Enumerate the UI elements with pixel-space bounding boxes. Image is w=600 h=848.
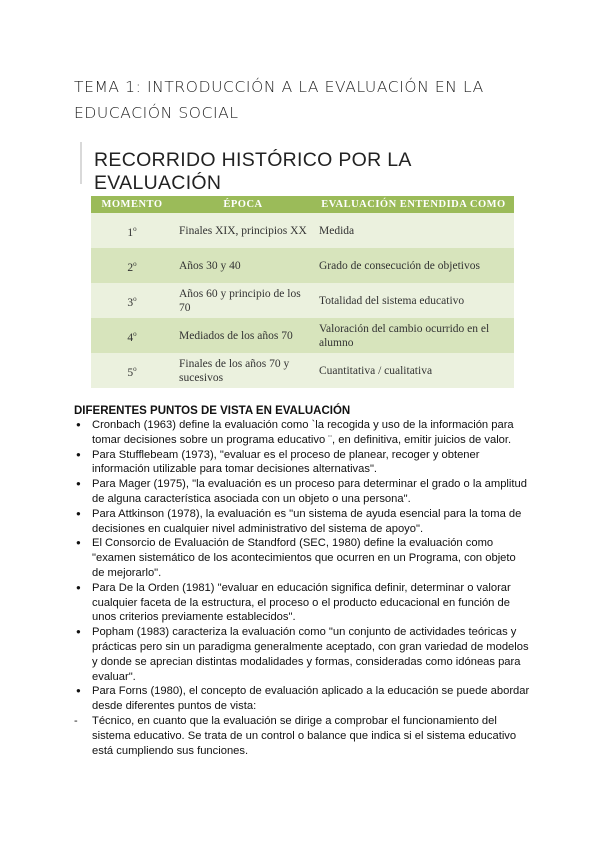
cell-evaluacion: Valoración del cambio ocurrido en el alumno: [313, 318, 514, 353]
bullet-icon: ●: [76, 627, 81, 637]
cell-epoca: Finales XIX, principios XX: [173, 213, 313, 248]
section-title: RECORRIDO HISTÓRICO POR LA EVALUACIÓN: [94, 149, 411, 194]
table-row: [91, 248, 514, 283]
list-subitem: - Técnico, en cuanto que la evaluación se dirige a comprobar el funcionamiento del sistema educativo. Se trata de un control o balance que indica si el sistema educativo está cumpliendo sus funciones.: [74, 714, 517, 757]
cell-momento: 4$^o$: [91, 318, 173, 353]
cell-evaluacion: Cuantitativa / cualitativa: [313, 353, 514, 388]
cell-evaluacion: Medida: [313, 213, 514, 248]
cell-evaluacion: Totalidad del sistema educativo: [313, 283, 514, 318]
col-header-evaluacion: EVALUACIÓN ENTENDIDA COMO: [313, 196, 514, 213]
points-list: [74, 418, 530, 758]
list-item: ● Para De la Orden (1981) "evaluar en educación significa definir, determinar o valorar cualquier faceta de la estructura, el proceso o el producto educacional en función de unos criterios previamente establecidos".: [76, 581, 511, 624]
list-item: ● Para Attkinson (1978), la evaluación es "un sistema de ayuda esencial para la toma de decisiones en cualquier nivel administrativo del sistema de apoyo".: [76, 507, 522, 535]
bullet-icon: ●: [76, 508, 81, 518]
cell-momento: 1$^o$: [91, 213, 173, 248]
points-heading: DIFERENTES PUNTOS DE VISTA EN EVALUACIÓN: [74, 405, 351, 417]
bullet-icon: ●: [76, 582, 81, 592]
list-item: ● El Consorcio de Evaluación de Standford (SEC, 1980) define la evaluación como "examen sistemático de los acontecimientos que ocurren en un Programa, con objeto de mejorarlo".: [76, 537, 516, 579]
bullet-icon: ●: [76, 686, 81, 696]
cell-momento: 2$^o$: [91, 248, 173, 283]
cell-evaluacion: Grado de consecución de objetivos: [313, 248, 514, 283]
bullet-icon: ●: [76, 420, 81, 429]
list-item: ● Para Stufflebeam (1973), "evaluar es el proceso de planear, recoger y obtener información utilizable para tomar decisiones alternativas".: [76, 448, 480, 476]
col-header-momento: MOMENTO: [91, 196, 173, 213]
list-item: ● Para Forns (1980), el concepto de evaluación aplicado a la educación se puede abordar desde diferentes puntos de vista:: [76, 685, 530, 713]
cell-momento: 5$^o$: [91, 353, 173, 388]
table-row: [91, 283, 514, 318]
bullet-icon: ●: [76, 479, 81, 489]
table-row: [91, 318, 514, 353]
bullet-icon: ●: [76, 538, 81, 548]
cell-epoca: Mediados de los años 70: [173, 318, 313, 353]
list-item: ● Cronbach (1963) define la evaluación como `la recogida y uso de la información para tomar decisiones sobre un programa educativo ¨, en definitiva, emitir juicios de valor.: [76, 419, 514, 446]
cell-epoca: Finales de los años 70 y sucesivos: [173, 353, 313, 388]
cell-momento: 3$^o$: [91, 283, 173, 318]
history-table: [91, 196, 514, 388]
table-row: [91, 353, 514, 388]
list-item: ● Para Mager (1975), "la evaluación es un proceso para determinar el grado o la amplitud de alguna característica asociada con un objeto o una persona".: [76, 478, 527, 505]
cell-epoca: Años 60 y principio de los 70: [173, 283, 313, 318]
section-heading: [80, 142, 520, 194]
bullet-icon: ●: [76, 449, 81, 459]
table-row: [91, 213, 514, 248]
col-header-epoca: ÉPOCA: [173, 196, 313, 213]
document-title: TEMA 1: INTRODUCCIÓN A LA EVALUACIÓN EN LA EDUCACIÓN SOCIAL: [74, 78, 484, 122]
list-item: ● Popham (1983) caracteriza la evaluación como "un conjunto de actividades teóricas y prácticas pero sin un paradigma generalmente aceptado, con gran variedad de modelos y donde se aprecian distintas modalidades y formas, consideradas como idóneas para evaluar".: [76, 626, 529, 683]
dash-icon: -: [74, 714, 78, 727]
cell-epoca: Años 30 y 40: [173, 248, 313, 283]
